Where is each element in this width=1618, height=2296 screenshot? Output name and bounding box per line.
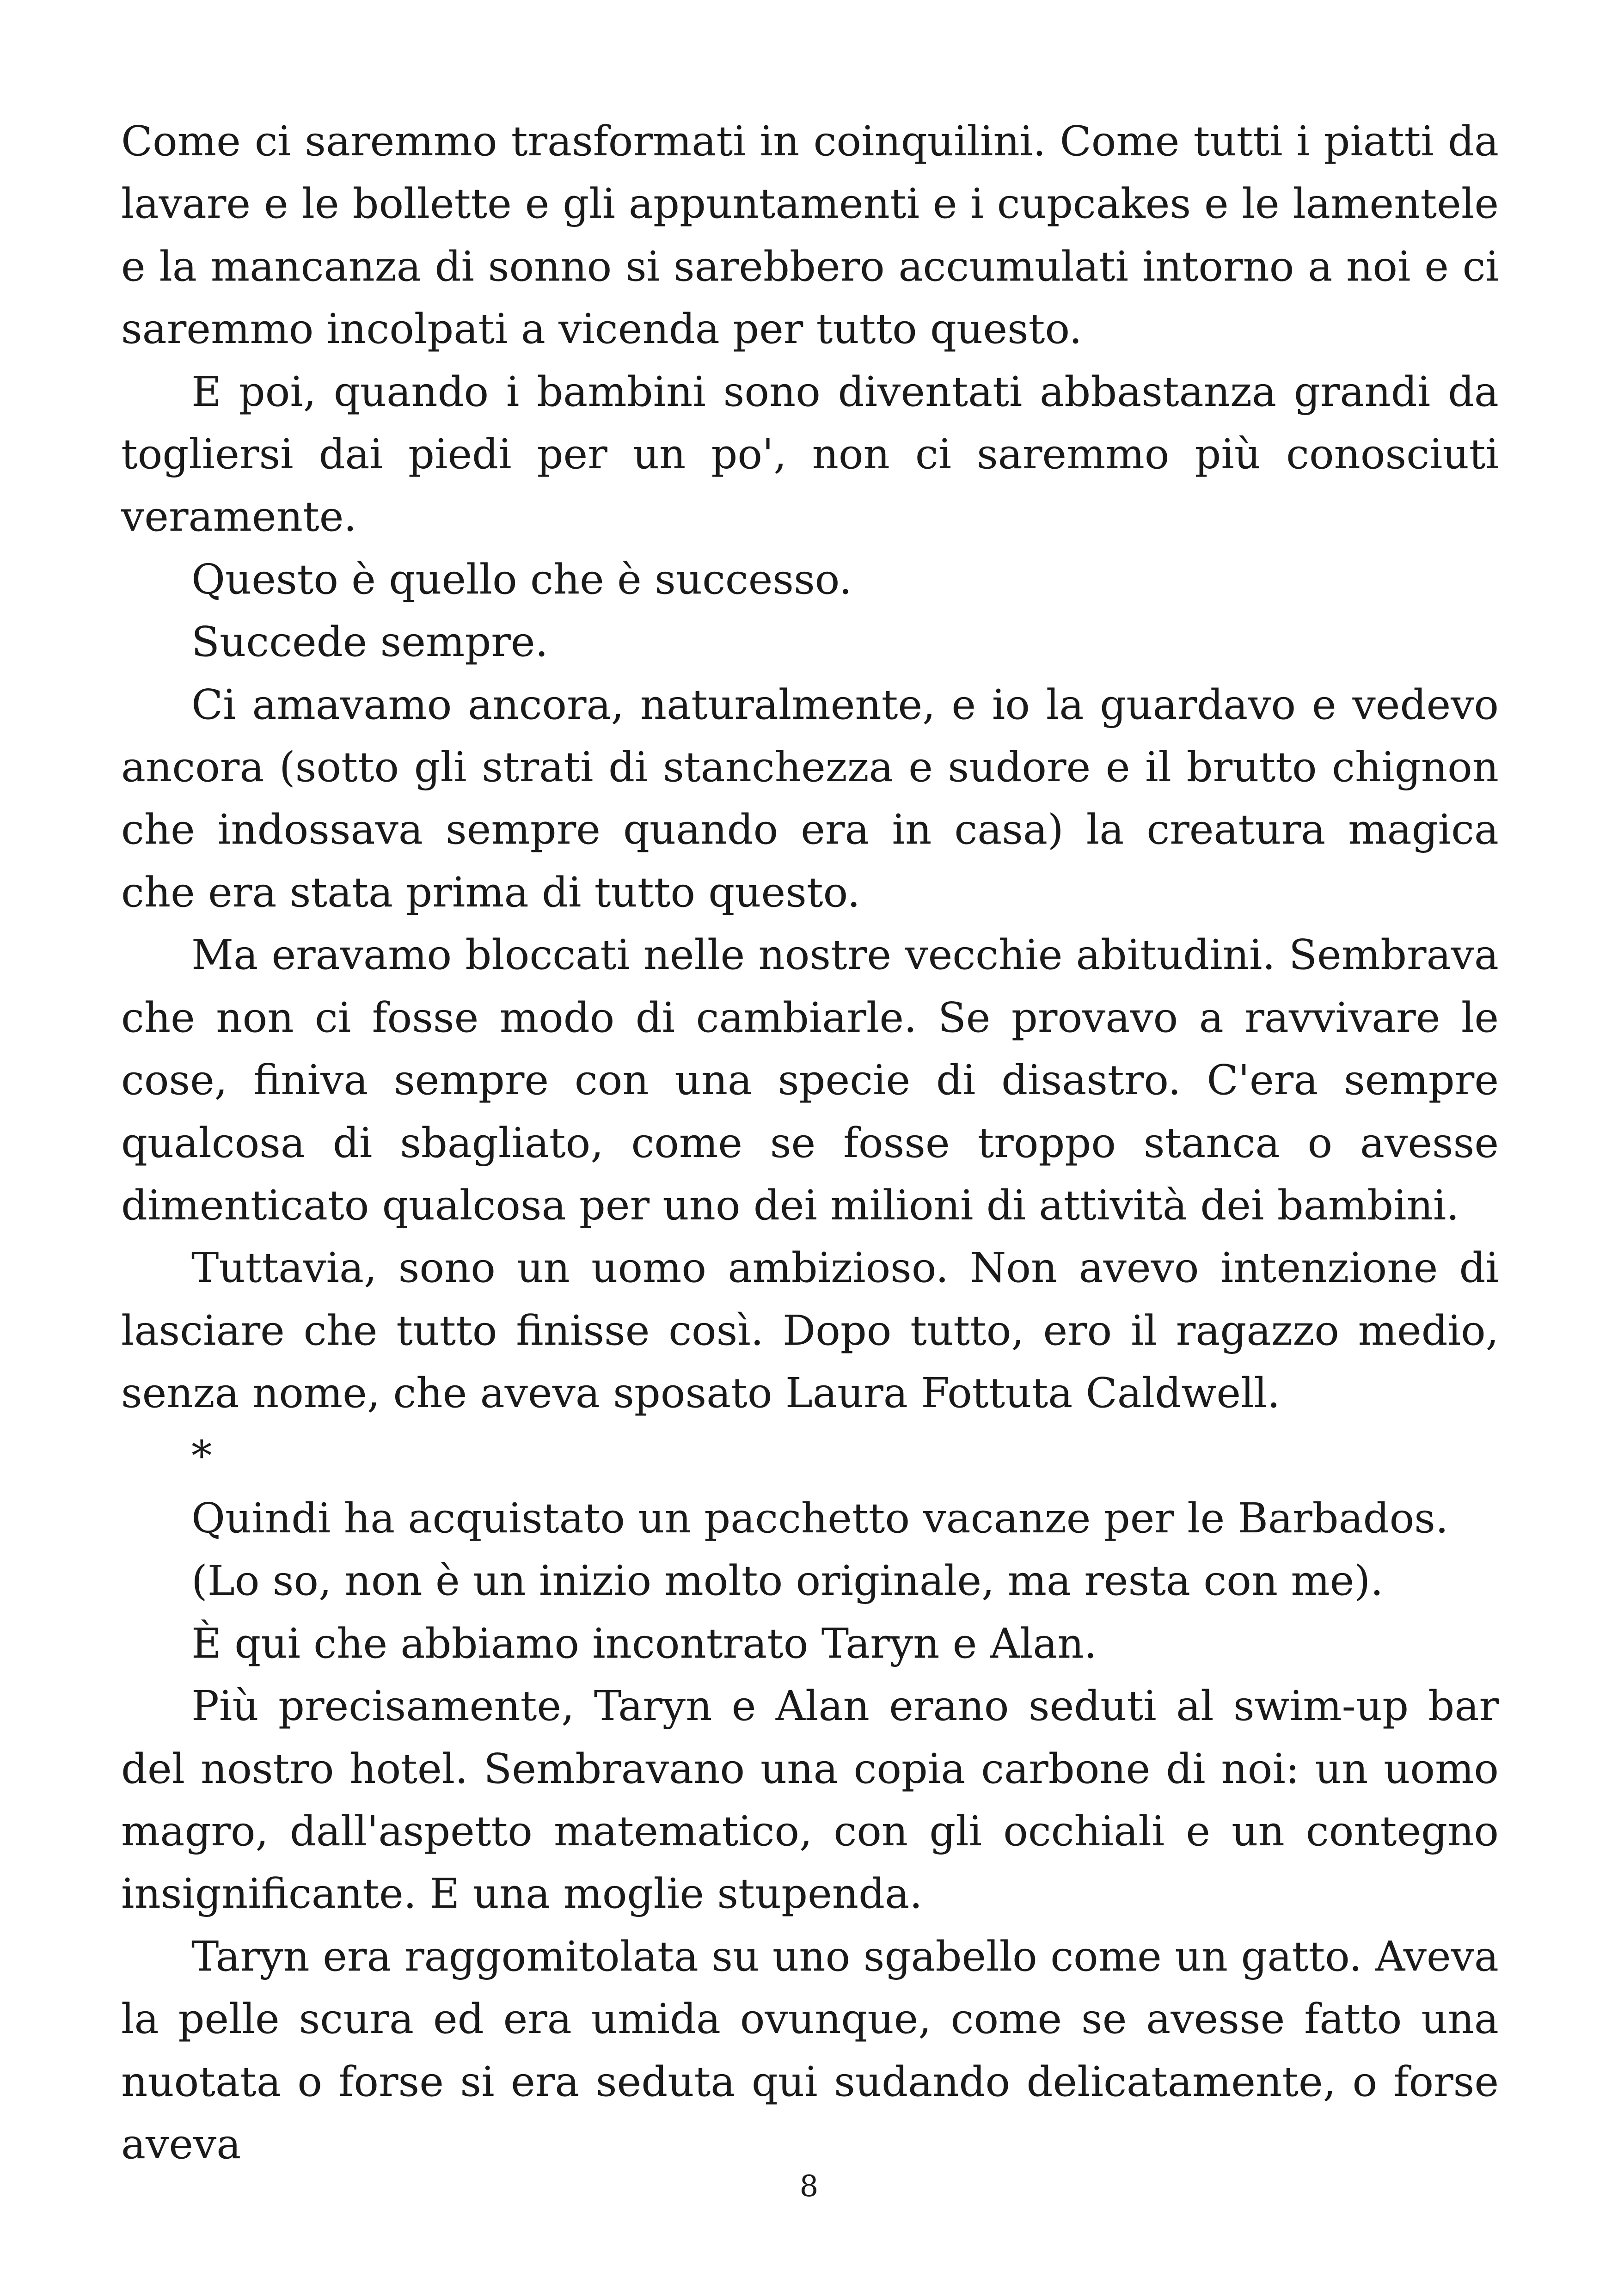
- paragraph-8: Quindi ha acquistato un pacchetto vacanze per le Barbados.: [191, 1494, 1449, 1542]
- paragraph-12: Taryn era raggomitolata su uno sgabello come un gatto. Aveva la pelle scura ed era umida ovunque, come se avesse fatto una nuotata o forse si era seduta qui sudando delicatamente, o forse aveva: [121, 1932, 1499, 2168]
- paragraph-11: Più precisamente, Taryn e Alan erano seduti al swim-up bar del nostro hotel. Sembravano una copia carbone di noi: un uomo magro, dall'aspetto matematico, con gli occhiali e un contegno insignificante. E una moglie stupenda.: [121, 1682, 1499, 1918]
- page-number: 8: [799, 2169, 819, 2204]
- paragraph-6: Ma eravamo bloccati nelle nostre vecchie abitudini. Sembrava che non ci fosse modo di cambiarle. Se provavo a ravvivare le cose, finiva sempre con una specie di disastro. C'era sempre qualcosa di sbagliato, come se fosse troppo stanca o avesse dimenticato qualcosa per uno dei milioni di attività dei bambini.: [121, 931, 1499, 1229]
- paragraph-1: Come ci saremmo trasformati in coinquilini. Come tutti i piatti da lavare e le bollette e gli appuntamenti e i cupcakes e le lamentele e la mancanza di sonno si sarebbero accumulati intorno a noi e ci saremmo incolpati a vicenda per tutto questo.: [121, 117, 1499, 353]
- paragraph-2: E poi, quando i bambini sono diventati abbastanza grandi da togliersi dai piedi per un po', non ci saremmo più conosciuti veramente.: [121, 367, 1499, 541]
- paragraph-9: (Lo so, non è un inizio molto originale, ma resta con me).: [191, 1556, 1384, 1605]
- body-text: [121, 110, 1499, 2175]
- paragraph-3: Questo è quello che è successo.: [191, 555, 852, 603]
- paragraph-10: È qui che abbiamo incontrato Taryn e Alan.: [191, 1619, 1097, 1667]
- paragraph-5: Ci amavamo ancora, naturalmente, e io la guardavo e vedevo ancora (sotto gli strati di stanchezza e sudore e il brutto chignon che indossava sempre quando era in casa) la creatura magica che era stata prima di tutto questo.: [121, 680, 1499, 916]
- paragraph-7: Tuttavia, sono un uomo ambizioso. Non avevo intenzione di lasciare che tutto finisse così. Dopo tutto, ero il ragazzo medio, senza nome, che aveva sposato Laura Fottuta Caldwell.: [121, 1243, 1499, 1417]
- paragraph-4: Succede sempre.: [191, 618, 548, 666]
- scene-break: *: [191, 1431, 212, 1480]
